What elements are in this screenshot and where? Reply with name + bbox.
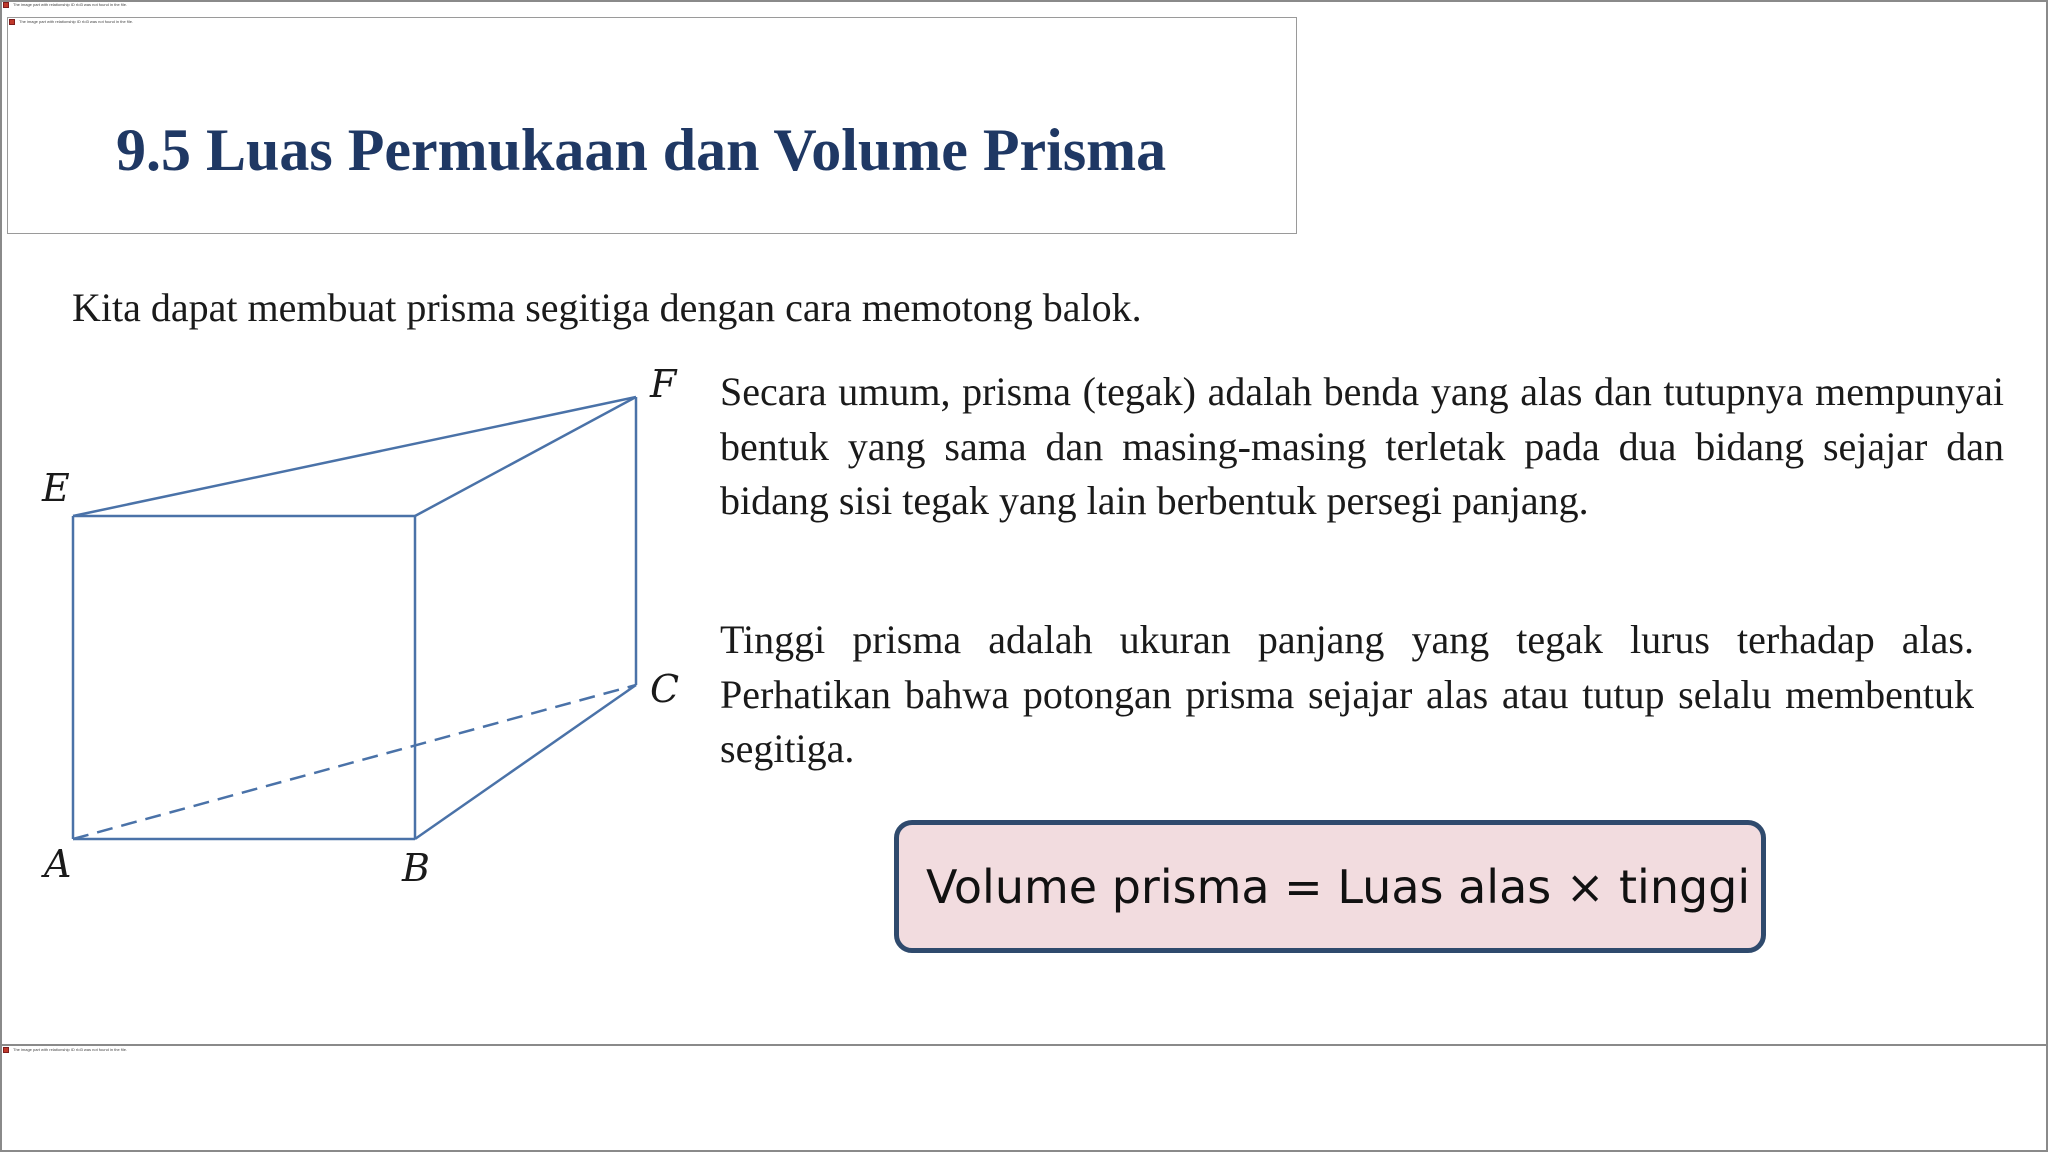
broken-image-icon [3,2,9,8]
definition-paragraph: Secara umum, prisma (tegak) adalah benda yang alas dan tutupnya mempunyai bentuk yang sama dan masing-masing terletak pada dua bidang sejajar dan bidang sisi tegak yang lain berbentuk persegi panjang. [720,369,2004,523]
missing-image-placeholder-bottom [3,1047,127,1053]
broken-image-icon [9,19,15,25]
edge-top-front-right-to-F [415,397,636,516]
edge-E-F [73,397,636,516]
title-box [7,17,1297,234]
page-title: 9.5 Luas Permukaan dan Volume Prisma [116,117,1167,183]
vertex-label-C: C [650,667,680,711]
missing-image-text: The image part with relationship ID rId3 was not found in the file. [19,19,134,24]
formula-box [894,820,1766,953]
volume-formula: Volume prisma = Luas alas × tinggi [926,859,1751,914]
prism-diagram [30,350,680,900]
vertex-label-E: E [42,466,70,510]
vertex-label-F: F [650,362,677,406]
edge-B-C [415,685,636,839]
edge-A-C-hidden [73,685,636,839]
broken-image-icon [3,1047,9,1053]
vertex-label-B: B [402,846,430,890]
missing-image-text: The image part with relationship ID rId3 was not found in the file. [13,1047,128,1052]
height-paragraph: Tinggi prisma adalah ukuran panjang yang tegak lurus terhadap alas. Perhatikan bahwa potongan prisma sejajar alas atau tutup selalu membentuk segitiga. [720,617,1974,771]
intro-text: Kita dapat membuat prisma segitiga dengan cara memotong balok. [72,285,1142,330]
missing-image-placeholder-title [9,19,133,25]
missing-image-text: The image part with relationship ID rId3 was not found in the file. [13,2,128,7]
missing-image-placeholder-top [3,2,127,8]
bottom-divider [0,1044,2048,1046]
vertex-label-A: A [44,842,72,886]
